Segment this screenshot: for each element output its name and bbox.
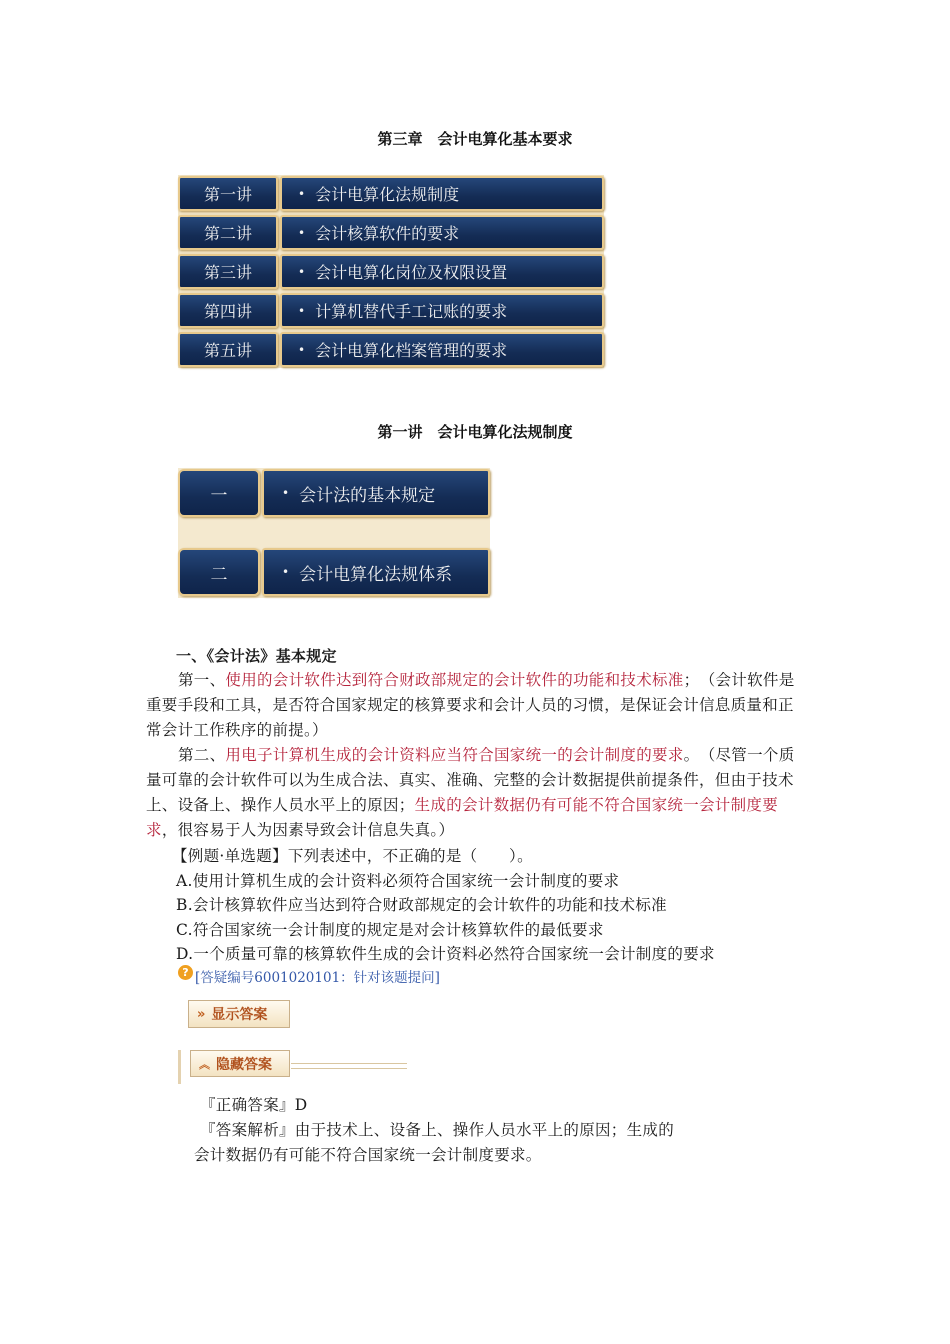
section-number[interactable]: 二: [178, 548, 260, 596]
double-chevron-up-icon: ︽: [199, 1057, 210, 1071]
p2-highlight: 用电子计算机生成的会计资料应当符合国家统一的会计制度的要求: [225, 746, 684, 764]
p2-middle: 。 （尽管一个质量可靠的会计软件可以为生成合法、真实、准确、完整的会计数据提供前提条件，但由于技术上、设备上、操作人员水平上的原因；: [146, 746, 795, 814]
divider: [291, 1063, 407, 1069]
lecture-item-3[interactable]: [178, 254, 604, 289]
p1-highlight: 使用的会计软件达到符合财政部规定的会计软件的功能和技术标准: [225, 671, 684, 689]
lecture-title: 会计电算化法规制度: [315, 185, 460, 204]
p2-highlight-2: 生成的会计数据仍有可能不符合国家统一会计制度要求: [146, 796, 779, 839]
double-chevron-right-icon: »: [197, 1006, 206, 1022]
bullet-icon: •: [298, 186, 306, 201]
section-item-2[interactable]: [178, 547, 490, 597]
show-answer-button[interactable]: [188, 1000, 290, 1028]
lecture-title-tile[interactable]: [280, 332, 604, 367]
lecture-title-tile[interactable]: [280, 293, 604, 328]
lecture-number[interactable]: 第四讲: [178, 293, 278, 328]
section-title: 会计法的基本规定: [299, 485, 436, 506]
question-stem: 【例题·单选题】下列表述中，不正确的是（ ）。: [172, 847, 533, 865]
lecture-menu: [178, 175, 604, 368]
lecture-title-tile[interactable]: [280, 254, 604, 289]
bullet-icon: •: [282, 486, 290, 500]
lecture-title: 计算机替代手工记账的要求: [315, 302, 508, 321]
ask-question-link[interactable]: [答疑编号6001020101：针对该题提问]: [195, 970, 440, 986]
lecture-number[interactable]: 第三讲: [178, 254, 278, 289]
lecture-title-tile[interactable]: [280, 176, 604, 211]
option-c: C.符合国家统一会计制度的规定是对会计核算软件的最低要求: [176, 921, 604, 939]
question-icon[interactable]: ?: [178, 965, 193, 980]
lecture-number[interactable]: 第一讲: [178, 176, 278, 211]
answer-analysis: 『答案解析』由于技术上、设备上、操作人员水平上的原因；生成的: [200, 1121, 675, 1139]
lecture-item-2[interactable]: [178, 215, 604, 250]
option-d: D.一个质量可靠的核算软件生成的会计资料必然符合国家统一会计制度的要求: [176, 945, 715, 963]
p2-lead: 第二、: [178, 746, 226, 764]
section-heading: 一、《会计法》基本规定: [176, 647, 337, 665]
hide-answer-button[interactable]: [190, 1050, 290, 1077]
lecture-number[interactable]: 第二讲: [178, 215, 278, 250]
lecture-title: 会计电算化岗位及权限设置: [315, 263, 508, 282]
section-title: 会计电算化法规体系: [299, 564, 453, 585]
p1-rest: ； （会计软件是重要手段和工具，是否符合国家规定的核算要求和会计人员的习惯，是保证会计信息质量和正常会计工作秩序的前提。）: [146, 671, 795, 739]
lecture-number[interactable]: 第五讲: [178, 332, 278, 367]
bullet-icon: •: [282, 565, 290, 579]
section-menu: [178, 468, 490, 598]
p1-lead: 第一、: [178, 671, 226, 689]
option-a: A.使用计算机生成的会计资料必须符合国家统一会计制度的要求: [176, 872, 620, 890]
bullet-icon: •: [298, 303, 306, 318]
bullet-icon: •: [298, 225, 306, 240]
chapter-title: 第三章 会计电算化基本要求: [377, 130, 573, 148]
lecture-title: 会计核算软件的要求: [315, 224, 460, 243]
lecture-item-1[interactable]: [178, 176, 604, 211]
paragraph-1: [146, 668, 808, 743]
lecture-title: 会计电算化档案管理的要求: [315, 341, 508, 360]
section-item-1[interactable]: [178, 468, 490, 518]
bullet-icon: •: [298, 342, 306, 357]
show-answer-label: 显示答案: [211, 1007, 268, 1023]
lecture-item-5[interactable]: [178, 332, 604, 367]
bullet-icon: •: [298, 264, 306, 279]
p2-end: ，很容易于人为因素导致会计信息失真。）: [161, 821, 455, 839]
lecture-heading: 第一讲 会计电算化法规制度: [377, 423, 573, 441]
answer-analysis-cont: 会计数据仍有可能不符合国家统一会计制度要求。: [194, 1146, 542, 1164]
correct-answer: 『正确答案』D: [200, 1096, 308, 1114]
section-title-tile[interactable]: [262, 469, 490, 517]
section-number[interactable]: 一: [178, 469, 260, 517]
section-title-tile[interactable]: [262, 548, 490, 596]
hide-answer-label: 隐藏答案: [216, 1056, 272, 1073]
lecture-title-tile[interactable]: [280, 215, 604, 250]
option-b: B.会计核算软件应当达到符合财政部规定的会计软件的功能和技术标准: [176, 896, 667, 914]
paragraph-2: [146, 743, 808, 843]
lecture-item-4[interactable]: [178, 293, 604, 328]
